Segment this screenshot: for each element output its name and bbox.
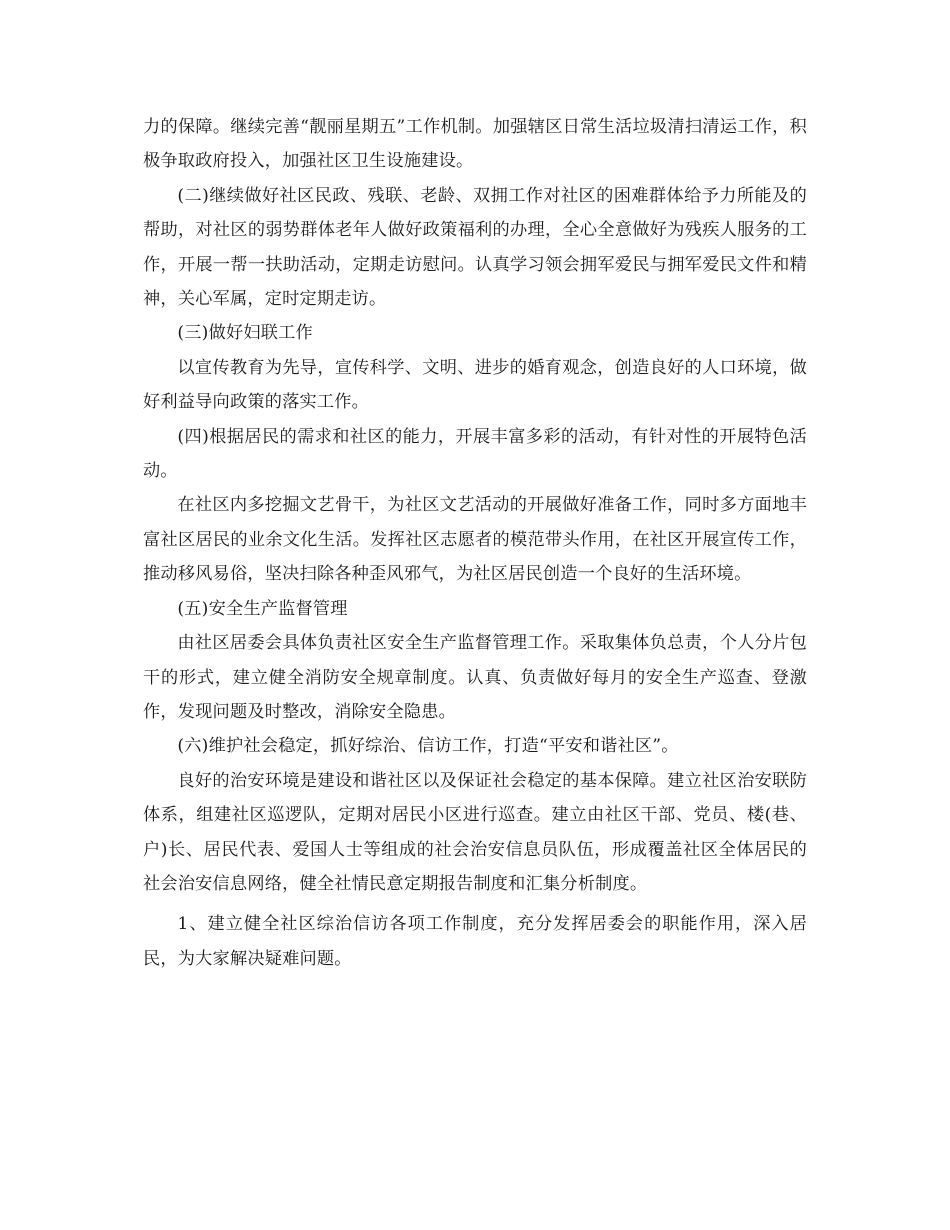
section-heading: (三)做好妇联工作 xyxy=(177,323,313,344)
section-heading: (六)维护社会稳定，抓好综治、信访工作，打造“平安和谐社区”。 xyxy=(177,736,679,757)
paragraph: 由社区居委会具体负责社区安全生产监督管理工作。采取集体负总责，个人分片包干的形式，建立健全消防安全规章制度。认真、负责做好每月的安全生产巡查、登激作，发现问题及时整改，消除安全隐患。 xyxy=(143,633,807,722)
paragraph: 以宣传教育为先导，宣传科学、文明、进步的婚育观念，创造良好的人口环境，做好利益导向政策的落实工作。 xyxy=(143,357,807,413)
list-item: 1、建立健全社区综治信访各项工作制度，充分发挥居委会的职能作用，深入居民，为大家解决疑难问题。 xyxy=(143,914,807,969)
paragraph: 力的保障。继续完善“靓丽星期五”工作机制。加强辖区日常生活垃圾清扫清运工作，积极争取政府投入，加强社区卫生设施建设。 xyxy=(143,117,807,172)
paragraph: (二)继续做好社区民政、残联、老龄、双拥工作对社区的困难群体给予力所能及的帮助，对社区的弱势群体老年人做好政策福利的办理，全心全意做好为残疾人服务的工作，开展一帮一扶助活动，定期走访慰问。认真学习领会拥军爱民与拥军爱民文件和精神，关心军属，定时定期走访。 xyxy=(143,185,807,310)
section-heading: (四)根据居民的需求和社区的能力，开展丰富多彩的活动，有针对性的开展特色活动。 xyxy=(143,426,807,482)
document-body xyxy=(143,110,807,976)
paragraph: 良好的治安环境是建设和谐社区以及保证社会稳定的基本保障。建立社区治安联防体系，组建社区巡逻队，定期对居民小区进行巡查。建立由社区干部、党员、楼(巷、户)长、居民代表、爱国人士等组成的社会治安信息员队伍，形成覆盖社区全体居民的社会治安信息网络，健全社情民意定期报告制度和汇集分析制度。 xyxy=(143,770,807,894)
paragraph: 在社区内多挖掘文艺骨干，为社区文艺活动的开展做好准备工作，同时多方面地丰富社区居民的业余文化生活。发挥社区志愿者的模范带头作用，在社区开展宣传工作，推动移风易俗，坚决扫除各种歪风邪气，为社区居民创造一个良好的生活环境。 xyxy=(143,495,807,585)
section-heading: (五)安全生产监督管理 xyxy=(177,598,348,619)
